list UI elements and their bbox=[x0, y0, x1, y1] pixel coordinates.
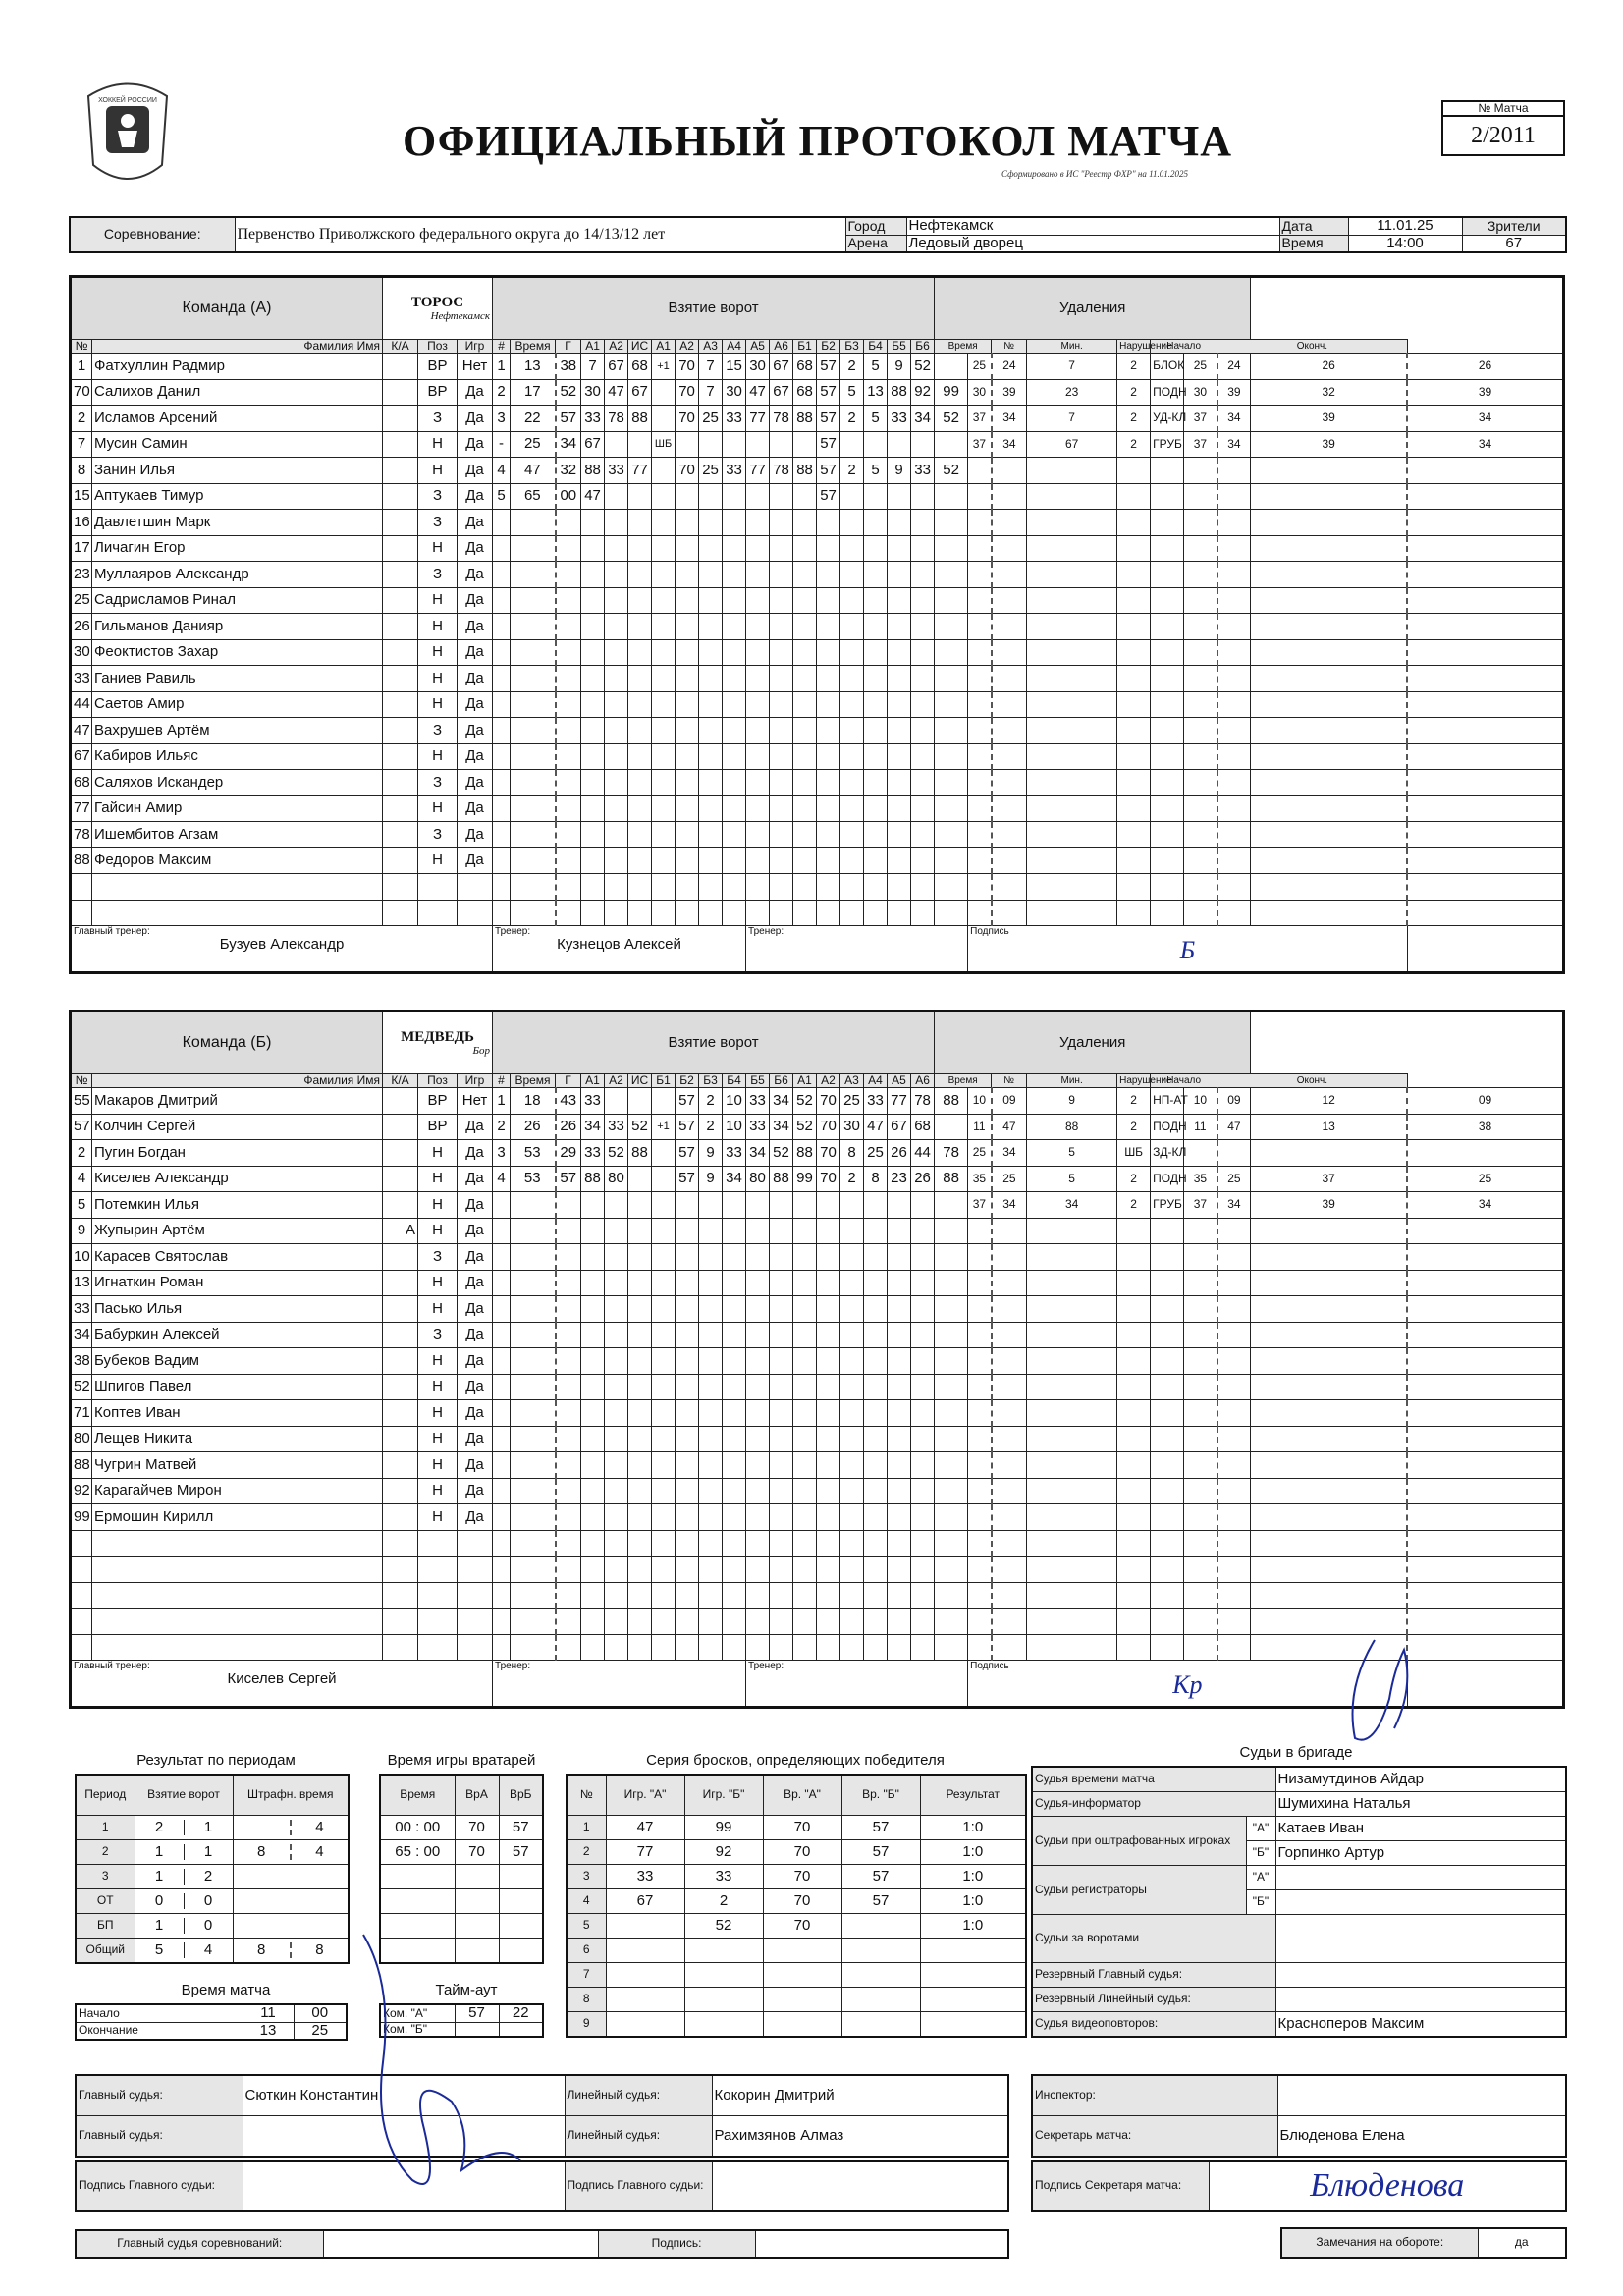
officials-title: Судьи в бригаде bbox=[1239, 1744, 1353, 1761]
period-row: 2 1 1 8 4 bbox=[76, 1840, 349, 1865]
player-row: 33 Ганиев Равиль Н Да bbox=[71, 666, 1564, 692]
player-row: 33 Пасько Илья Н Да bbox=[71, 1296, 1564, 1323]
player-row: 55 Макаров Дмитрий ВР Нет 1 18 43 33 57 2 10 33 34 52 70 25 33 77 78 88 10 09 9 2 НП-АТ 10 09 12 09 bbox=[71, 1088, 1564, 1115]
shootout-row: 4 67 2 70 57 1:0 bbox=[567, 1889, 1026, 1914]
player-row: 34 Бабуркин Алексей З Да bbox=[71, 1322, 1564, 1348]
team_a-table: Команда (А) ТОРОС Нефтекамск Взятие ворот Удаления № Фамилия Имя К/А Поз Игр # Время Г А1 А2 ИС А1 А2 А3 А4 А5 А6 Б1 Б2 Б3 Б4 Б5 Б6 Время № Мин. Нарушение Начало Оконч. 1 Фатхуллин Радмир ВР Нет 1 13 38 7 67 68 +1 70 7 15 30 67 68 57 2 5 9 52 25 24 7 2 БЛОК 25 24 26 26 70 Салихов Данил ВР Да 2 17 52 30 47 67 70 7 30 47 67 68 57 5 13 88 92 99 30 39 23 2 ПОДН 30 39 32 39 2 Исламов Арсений З Да 3 22 57 33 78 88 70 25 33 77 78 88 57 2 5 33 34 52 37 34 7 2 УД-КЛ 37 34 39 34 7 Мусин Самин Н Да - 25 34 67 ШБ 57 37 34 67 2 ГРУБ 37 34 39 34 8 Занин Илья Н Да 4 47 32 88 33 77 70 25 33 77 78 88 57 2 5 9 33 52 15 Аптукаев Тимур З Да 5 65 00 47 57 16 Давлетшин Марк З Да 17 Личагин Егор Н Да 23 Муллаяров Александр З Да 25 Садрисламов Ринал Н Да 26 Гильманов Данияр Н Да 30 Феоктистов Захар Н Да 33 Ганиев Равиль Н Да 44 Саетов Амир Н Да 47 Вахрушев Артём З Да 67 Кабиров Ильяс Н Да 68 Саляхов Искандер З Да 77 Гайсин Амир Н Да 78 Ишембитов Агзам З Да 88 Федоров Максим Н Да Главный тренер: Бузуев Александр Тренер: Кузнецов Алексей Тренер: Подпись Б bbox=[69, 275, 1565, 974]
player-row: 5 Потемкин Илья Н Да 37 34 34 2 ГРУБ 37 34 39 34 bbox=[71, 1192, 1564, 1219]
player-row: 77 Гайсин Амир Н Да bbox=[71, 795, 1564, 822]
timeout-table: Ком. "А" 57 22 Ком. "Б" bbox=[379, 2003, 544, 2038]
player-row bbox=[71, 1530, 1564, 1557]
player-row: 52 Шпигов Павел Н Да bbox=[71, 1374, 1564, 1400]
team-a-section bbox=[69, 275, 1565, 974]
referees-table: Главный судья: Сюткин Константин Линейный судья: Кокорин Дмитрий Главный судья: Линейный судья: Рахимзянов Алмаз bbox=[75, 2074, 1009, 2158]
shootout-row: 1 47 99 70 57 1:0 bbox=[567, 1816, 1026, 1840]
coaches-row: Главный тренер: Бузуев Александр Тренер: Кузнецов Алексей Тренер: Подпись Б bbox=[71, 926, 1564, 973]
player-row: 80 Лещев Никита Н Да bbox=[71, 1426, 1564, 1452]
goals-header: Взятие ворот bbox=[493, 277, 935, 340]
inspector-table: Инспектор: Секретарь матча: Блюденова Елена bbox=[1031, 2074, 1567, 2158]
periods-title: Результат по периодам bbox=[136, 1752, 296, 1769]
match-info: Соревнование: Первенство Приволжского федерального округа до 14/13/12 лет Город Нефтекамск Дата 11.01.25 Зрители Арена Ледовый дворец Время 14:00 67 bbox=[69, 216, 1567, 253]
competition-name: Первенство Приволжского федерального округа до 14/13/12 лет bbox=[235, 217, 845, 252]
shootout-row: 9 bbox=[567, 2012, 1026, 2038]
shootout-row: 8 bbox=[567, 1988, 1026, 2012]
period-row: Общий 5 4 8 8 bbox=[76, 1939, 349, 1964]
shootout-table: № Игр. "А" Игр. "Б" Вр. "А" Вр. "Б" Результат 1 47 99 70 57 1:0 2 77 92 70 57 1:0 3 33 33 70 57 1:0 4 67 2 70 57 1:0 5 52 70 1:0 6 7 8 9 bbox=[566, 1774, 1027, 2038]
player-row: 4 Киселев Александр Н Да 4 53 57 88 80 57 9 34 80 88 99 70 2 8 23 26 88 35 25 5 2 ПОДН 35 25 37 25 bbox=[71, 1166, 1564, 1192]
team-name-text: ТОРОС bbox=[410, 294, 464, 310]
secretary-signature-table: Подпись Секретаря матча: Блюденова bbox=[1031, 2160, 1567, 2212]
period-row: 1 2 1 4 bbox=[76, 1816, 349, 1840]
player-row bbox=[71, 874, 1564, 901]
player-row: 57 Колчин Сергей ВР Да 2 26 26 34 33 52 +1 57 2 10 33 34 52 70 30 47 67 68 11 47 88 2 ПОДН 11 47 13 38 bbox=[71, 1114, 1564, 1140]
team-name-text: МЕДВЕДЬ bbox=[401, 1028, 474, 1045]
player-row: 13 Игнаткин Роман Н Да bbox=[71, 1270, 1564, 1296]
period-row: БП 1 0 bbox=[76, 1914, 349, 1939]
team_b-table: Команда (Б) МЕДВЕДЬ Бор Взятие ворот Удаления № Фамилия Имя К/А Поз Игр # Время Г А1 А2 ИС Б1 Б2 Б3 Б4 Б5 Б6 А1 А2 А3 А4 А5 А6 Время № Мин. Нарушение Начало Оконч. 55 Макаров Дмитрий ВР Нет 1 18 43 33 57 2 10 33 34 52 70 25 33 77 78 88 10 09 9 2 НП-АТ 10 09 12 09 57 Колчин Сергей ВР Да 2 26 26 34 33 52 +1 57 2 10 33 34 52 70 30 47 67 68 11 47 88 2 ПОДН 11 47 13 38 2 Пугин Богдан Н Да 3 53 29 33 52 88 57 9 33 34 52 88 70 8 25 26 44 78 25 34 5 ШБ ЗД-КЛ 4 Киселев Александр Н Да 4 53 57 88 80 57 9 34 80 88 99 70 2 8 23 26 88 35 25 5 2 ПОДН 35 25 37 25 5 Потемкин Илья Н Да 37 34 34 2 ГРУБ 37 34 39 34 9 Жупырин Артём А Н Да 10 Карасев Святослав З Да 13 Игнаткин Роман Н Да 33 Пасько Илья Н Да 34 Бабуркин Алексей З Да 38 Бубеков Вадим Н Да 52 Шпигов Павел Н Да 71 Коптев Иван Н Да 80 Лещев Никита Н Да 88 Чугрин Матвей Н Да 92 Карагайчев Мирон Н Да 99 Ермошин Кирилл Н Да Главный тренер: Киселев Сергей Тренер: Тренер: Подпись Кр bbox=[69, 1010, 1565, 1709]
player-row: 16 Давлетшин Марк З Да bbox=[71, 510, 1564, 536]
goalie-row: 00 : 00 70 57 bbox=[380, 1816, 543, 1840]
goalie-row: 65 : 00 70 57 bbox=[380, 1840, 543, 1865]
team-city: Нефтекамск bbox=[430, 310, 491, 323]
logo bbox=[69, 67, 187, 199]
player-row: 44 Саетов Амир Н Да bbox=[71, 691, 1564, 718]
player-row: 92 Карагайчев Мирон Н Да bbox=[71, 1478, 1564, 1504]
player-row: 1 Фатхуллин Радмир ВР Нет 1 13 38 7 67 68 +1 70 7 15 30 67 68 57 2 5 9 52 25 24 7 2 БЛОК 25 24 26 26 bbox=[71, 354, 1564, 380]
penalties-header: Удаления bbox=[935, 277, 1251, 340]
player-row: 47 Вахрушев Артём З Да bbox=[71, 718, 1564, 744]
match-time-title: Время матча bbox=[181, 1982, 271, 1998]
player-row: 30 Феоктистов Захар Н Да bbox=[71, 639, 1564, 666]
remarks-table: Замечания на обороте: да bbox=[1280, 2227, 1567, 2259]
page-title: ОФИЦИАЛЬНЫЙ ПРОТОКОЛ МАТЧА bbox=[403, 117, 1233, 165]
coach-b-signature bbox=[1335, 1630, 1424, 1758]
player-row: 71 Коптев Иван Н Да bbox=[71, 1400, 1564, 1427]
team-name bbox=[383, 277, 493, 340]
player-row: 17 Личагин Егор Н Да bbox=[71, 535, 1564, 562]
team-city: Бор bbox=[472, 1045, 491, 1058]
player-row bbox=[71, 1557, 1564, 1583]
player-row: 25 Садрисламов Ринал Н Да bbox=[71, 587, 1564, 614]
player-row: 88 Чугрин Матвей Н Да bbox=[71, 1452, 1564, 1479]
player-row bbox=[71, 1582, 1564, 1609]
period-row: 3 1 2 bbox=[76, 1865, 349, 1889]
player-row: 8 Занин Илья Н Да 4 47 32 88 33 77 70 25 33 77 78 88 57 2 5 9 33 52 bbox=[71, 458, 1564, 484]
competition-ref-table: Главный судья соревнований: Подпись: bbox=[75, 2229, 1009, 2259]
shootout-row: 2 77 92 70 57 1:0 bbox=[567, 1840, 1026, 1865]
player-row: 70 Салихов Данил ВР Да 2 17 52 30 47 67 70 7 30 47 67 68 57 5 13 88 92 99 30 39 23 2 ПОДН 30 39 32 39 bbox=[71, 379, 1564, 406]
player-row: 26 Гильманов Данияр Н Да bbox=[71, 614, 1564, 640]
team-name bbox=[383, 1011, 493, 1074]
periods-table: Период Взятие ворот Штрафн. время 1 2 1 4 2 1 1 8 4 3 1 2 ОТ 0 0 БП 1 0 Общий 5 4 8 8 bbox=[75, 1774, 350, 1964]
shootout-row: 6 bbox=[567, 1939, 1026, 1963]
coaches-row: Главный тренер: Киселев Сергей Тренер: Тренер: Подпись Кр bbox=[71, 1661, 1564, 1708]
timeout-title: Тайм-аут bbox=[435, 1982, 498, 1998]
goalie-time-table: Время ВрА ВрБ 00 : 00 70 57 65 : 00 70 57 bbox=[379, 1774, 544, 1964]
player-row: 7 Мусин Самин Н Да - 25 34 67 ШБ 57 37 34 67 2 ГРУБ 37 34 39 34 bbox=[71, 431, 1564, 458]
shootout-row: 3 33 33 70 57 1:0 bbox=[567, 1865, 1026, 1889]
period-row: ОТ 0 0 bbox=[76, 1889, 349, 1914]
player-row: 15 Аптукаев Тимур З Да 5 65 00 47 57 bbox=[71, 483, 1564, 510]
match-number-box: № Матча 2/2011 bbox=[1441, 100, 1565, 156]
player-row: 38 Бубеков Вадим Н Да bbox=[71, 1348, 1564, 1375]
match-time-table: Начало 11 00 Окончание 13 25 bbox=[75, 2003, 348, 2041]
team-b-section bbox=[69, 1010, 1565, 1709]
head-coach-name: Бузуев Александр bbox=[219, 936, 345, 954]
goals-header: Взятие ворот bbox=[493, 1011, 935, 1074]
shootout-title: Серия бросков, определяющих победителя bbox=[646, 1752, 945, 1769]
generated-note: Сформировано в ИС "Реестр ФХР" на 11.01.2025 bbox=[1001, 169, 1188, 179]
player-row: 9 Жупырин Артём А Н Да bbox=[71, 1218, 1564, 1244]
player-row: 10 Карасев Святослав З Да bbox=[71, 1244, 1564, 1271]
player-row bbox=[71, 900, 1564, 926]
shootout-row: 7 bbox=[567, 1963, 1026, 1988]
officials-table: Судья времени матча Низамутдинов Айдар Судья-информатор Шумихина Наталья Судьи при оштрафованных игроках "А" Катаев Иван "Б" Горпинко Артур Судьи регистраторы "А" "Б" Судьи за воротами Резервный Главный судья: Резервный Линейный судья: Судья видеоповторов: Красноперов Максим bbox=[1031, 1766, 1567, 2038]
player-row: 67 Кабиров Ильяс Н Да bbox=[71, 743, 1564, 770]
player-row: 23 Муллаяров Александр З Да bbox=[71, 562, 1564, 588]
player-row: 99 Ермошин Кирилл Н Да bbox=[71, 1504, 1564, 1531]
shootout-row: 5 52 70 1:0 bbox=[567, 1914, 1026, 1939]
ref-signature-table: Подпись Главного судьи: Подпись Главного судьи: bbox=[75, 2160, 1009, 2212]
head-coach-name: Киселев Сергей bbox=[227, 1670, 337, 1688]
secretary-signature: Блюденова bbox=[1209, 2161, 1566, 2211]
player-row: 2 Исламов Арсений З Да 3 22 57 33 78 88 70 25 33 77 78 88 57 2 5 33 34 52 37 34 7 2 УД-КЛ 37 34 39 34 bbox=[71, 406, 1564, 432]
referee-signature bbox=[353, 1925, 550, 2210]
coach-signature: Кр bbox=[1172, 1670, 1203, 1700]
coach-signature: Б bbox=[1179, 936, 1196, 965]
player-row: 78 Ишембитов Агзам З Да bbox=[71, 822, 1564, 848]
player-row: 2 Пугин Богдан Н Да 3 53 29 33 52 88 57 9 33 34 52 88 70 8 25 26 44 78 25 34 5 ШБ ЗД-КЛ bbox=[71, 1140, 1564, 1167]
player-row: 68 Саляхов Искандер З Да bbox=[71, 770, 1564, 796]
penalties-header: Удаления bbox=[935, 1011, 1251, 1074]
coach-name: Кузнецов Алексей bbox=[557, 936, 681, 954]
svg-text:ХОККЕЙ РОССИИ: ХОККЕЙ РОССИИ bbox=[98, 97, 157, 104]
goalie-time-title: Время игры вратарей bbox=[387, 1752, 536, 1769]
player-row: 88 Федоров Максим Н Да bbox=[71, 847, 1564, 874]
